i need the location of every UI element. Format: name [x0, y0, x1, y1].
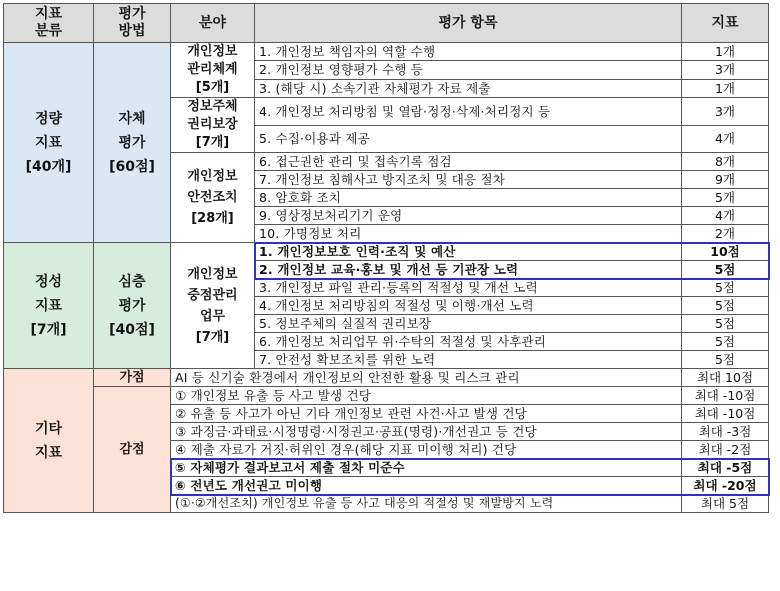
penalty-score: 최대 -10점 [682, 405, 769, 423]
eval-item: 1. 개인정보 책임자의 역할 수행 [255, 43, 682, 61]
table-row [4, 387, 769, 405]
indicator-score: 5점 [682, 261, 769, 279]
indicator-count: 8개 [682, 153, 769, 171]
bonus-score: 최대 10점 [682, 369, 769, 387]
eval-item: 9. 영상정보처리기기 운영 [255, 207, 682, 225]
indicator-score: 5점 [682, 351, 769, 369]
penalty-item: ① 개인정보 유출 등 사고 발생 건당 [171, 387, 682, 405]
indicator-score: 10점 [682, 243, 769, 261]
header-eval-item: 평가 항목 [255, 4, 682, 43]
eval-item: 3. (해당 시) 소속기관 자체평가 자료 제출 [255, 79, 682, 97]
qual-method-cell: 심층 평가 [40점] [94, 243, 171, 369]
indicator-count: 3개 [682, 98, 769, 126]
qual-class-cell: 정성 지표 [7개] [4, 243, 94, 369]
penalty-item: ② 유출 등 사고가 아닌 기타 개인정보 관련 사건·사고 발생 건당 [171, 405, 682, 423]
indicator-count: 4개 [682, 207, 769, 225]
eval-item: 7. 개인정보 침해사고 방지조치 및 대응 절차 [255, 171, 682, 189]
indicator-count: 5개 [682, 189, 769, 207]
bonus-item: AI 등 신기술 환경에서 개인정보의 안전한 활용 및 리스크 관리 [171, 369, 682, 387]
table-row [4, 369, 769, 387]
indicator-count: 1개 [682, 79, 769, 97]
eval-item: 6. 접근권한 관리 및 접속기록 점검 [255, 153, 682, 171]
eval-item: 10. 가명정보 처리 [255, 225, 682, 243]
eval-item: 5. 수집·이용과 제공 [255, 125, 682, 153]
penalty-score: 최대 -2점 [682, 441, 769, 459]
header-indicator-class: 지표 분류 [4, 4, 94, 43]
eval-item-highlighted: 2. 개인정보 교육·홍보 및 개선 등 기관장 노력 [255, 261, 682, 279]
table-row [4, 243, 769, 261]
indicator-score: 5점 [682, 315, 769, 333]
header-row [4, 4, 769, 43]
field-management-system: 개인정보 관리체계 [5개] [171, 43, 255, 98]
indicator-count: 4개 [682, 125, 769, 153]
quant-method-cell: 자체 평가 [60점] [94, 43, 171, 243]
indicator-count: 1개 [682, 43, 769, 61]
eval-item: 4. 개인정보 처리방침의 적절성 및 이행·개선 노력 [255, 297, 682, 315]
evaluation-table [3, 3, 769, 513]
evaluation-table-container [3, 3, 768, 513]
extra-score: 최대 5점 [682, 495, 769, 513]
indicator-score: 5점 [682, 297, 769, 315]
eval-item: 6. 개인정보 처리업무 위·수탁의 적절성 및 사후관리 [255, 333, 682, 351]
penalty-item-highlighted: ⑥ 전년도 개선권고 미이행 [171, 477, 682, 495]
indicator-count: 3개 [682, 61, 769, 79]
field-rights-guarantee: 정보주체 권리보장 [7개] [171, 98, 255, 153]
penalty-score: 최대 -20점 [682, 477, 769, 495]
extra-item: (①·②개선조치) 개인정보 유출 등 사고 대응의 적절성 및 재발방지 노력 [171, 495, 682, 513]
table-row [4, 43, 769, 61]
indicator-score: 5점 [682, 279, 769, 297]
penalty-item: ④ 제출 자료가 거짓·허위인 경우(해당 지표 미이행 처리) 건당 [171, 441, 682, 459]
penalty-score: 최대 -10점 [682, 387, 769, 405]
header-indicator: 지표 [682, 4, 769, 43]
penalty-label-cell: 감점 [94, 387, 171, 513]
penalty-item: ③ 과징금·과태료·시정명령·시정권고·공표(명령)·개선권고 등 건당 [171, 423, 682, 441]
indicator-count: 9개 [682, 171, 769, 189]
eval-item: 7. 안전성 확보조치를 위한 노력 [255, 351, 682, 369]
bonus-label-cell: 가점 [94, 369, 171, 387]
indicator-score: 5점 [682, 333, 769, 351]
eval-item: 5. 정보주체의 실질적 권리보장 [255, 315, 682, 333]
eval-item: 3. 개인정보 파일 관리·등록의 적절성 및 개선 노력 [255, 279, 682, 297]
header-field: 분야 [171, 4, 255, 43]
field-safety-measures: 개인정보 안전조치 [28개] [171, 153, 255, 243]
eval-item: 2. 개인정보 영향평가 수행 등 [255, 61, 682, 79]
etc-class-cell: 기타 지표 [4, 369, 94, 513]
eval-item-highlighted: 1. 개인정보보호 인력·조직 및 예산 [255, 243, 682, 261]
eval-item: 8. 암호화 조치 [255, 189, 682, 207]
quant-class-cell: 정량 지표 [40개] [4, 43, 94, 243]
eval-item: 4. 개인정보 처리방침 및 열람·정정·삭제·처리정지 등 [255, 98, 682, 126]
penalty-score: 최대 -5점 [682, 459, 769, 477]
indicator-count: 2개 [682, 225, 769, 243]
header-eval-method: 평가 방법 [94, 4, 171, 43]
penalty-score: 최대 -3점 [682, 423, 769, 441]
penalty-item-highlighted: ⑤ 자체평가 결과보고서 제출 절차 미준수 [171, 459, 682, 477]
field-key-management: 개인정보 중점관리 업무 [7개] [171, 243, 255, 369]
